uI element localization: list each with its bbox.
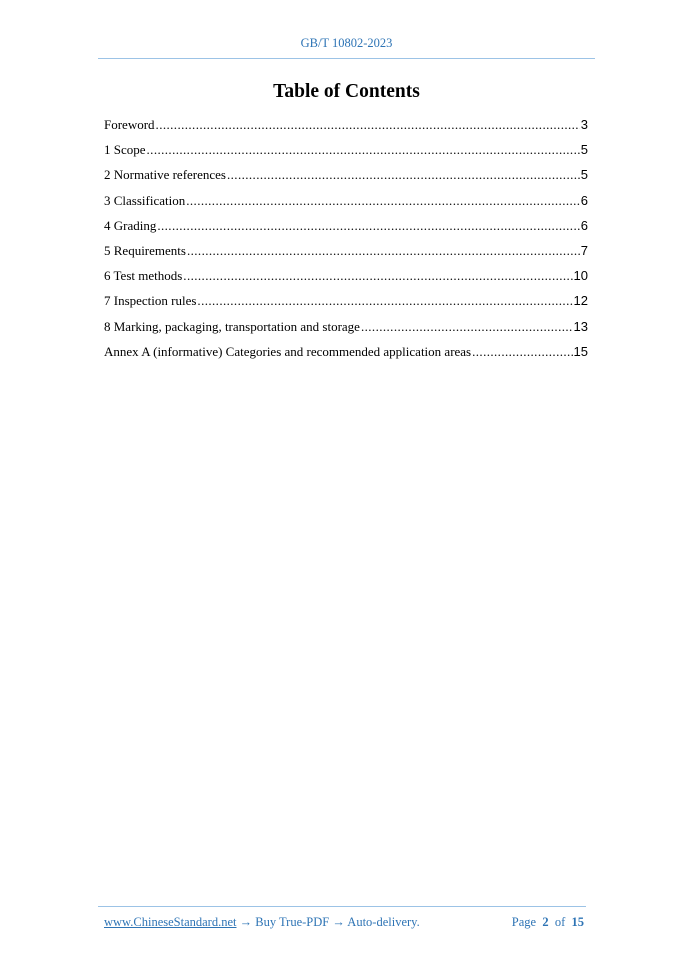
toc-leader-dots (183, 268, 572, 284)
toc-leader-dots (187, 243, 580, 259)
toc-entry-inspection-rules[interactable] (104, 293, 588, 318)
running-header (98, 36, 595, 51)
toc-leader-dots (186, 193, 580, 209)
page-of: of (554, 915, 566, 929)
page-number (512, 915, 584, 930)
toc-entry-page: 6 (580, 192, 588, 208)
toc-leader-dots (227, 167, 580, 183)
toc-entry-page: 3 (580, 117, 588, 132)
toc-entry-text: 4 Grading (104, 217, 157, 233)
toc-leader-dots (361, 319, 573, 335)
toc-entry-page: 10 (573, 268, 588, 284)
toc-entry-text: 2 Normative references (104, 167, 226, 183)
toc-entry-text: 6 Test methods (104, 268, 183, 284)
toc-entry-scope[interactable] (104, 142, 588, 167)
toc-entry-grading[interactable] (104, 218, 588, 243)
toc-title: Table of Contents (273, 81, 420, 102)
toc-entry-page: 5 (580, 142, 588, 158)
page-total: 15 (571, 915, 584, 929)
toc-leader-dots (472, 344, 572, 360)
page-current: 2 (542, 915, 549, 929)
toc-entry-text: Annex A (informative) Categories and recommended application areas (104, 343, 472, 359)
toc-entry-normative-references[interactable] (104, 167, 588, 192)
toc-entry-page: 7 (580, 242, 588, 258)
toc-entry-page: 15 (573, 343, 588, 359)
page-label: Page (511, 915, 537, 929)
toc-entry-text: 1 Scope (104, 142, 146, 158)
toc-entry-foreword[interactable] (104, 117, 588, 142)
toc-entry-test-methods[interactable] (104, 268, 588, 293)
website-link[interactable]: www.ChineseStandard.net (104, 915, 237, 929)
toc-leader-dots (157, 218, 579, 234)
footer-promo-text: → Buy True-PDF → Auto-delivery. (236, 915, 420, 929)
toc-leader-dots (156, 117, 580, 133)
toc-entry-page: 12 (573, 293, 588, 309)
footer-divider (98, 906, 586, 907)
toc-leader-dots (147, 142, 580, 158)
toc-entry-text: 5 Requirements (104, 242, 186, 258)
toc-entry-classification[interactable] (104, 193, 588, 218)
toc-entry-text: 7 Inspection rules (104, 293, 197, 309)
toc-entry-marking-packaging[interactable] (104, 319, 588, 344)
toc-list (104, 117, 588, 369)
toc-entry-page: 13 (573, 318, 588, 334)
toc-entry-page: 5 (580, 167, 588, 183)
toc-leader-dots (197, 293, 572, 309)
toc-entry-text: 8 Marking, packaging, transportation and storage (104, 318, 360, 334)
footer-promo (104, 915, 420, 930)
toc-entry-annex-a[interactable] (104, 344, 588, 369)
running-footer (104, 915, 584, 930)
toc-entry-requirements[interactable] (104, 243, 588, 268)
document-code: GB/T 10802-2023 (300, 36, 393, 50)
header-divider (98, 58, 595, 59)
toc-entry-text: 3 Classification (104, 192, 186, 208)
toc-entry-page: 6 (580, 217, 588, 233)
toc-entry-text: Foreword (104, 117, 155, 132)
